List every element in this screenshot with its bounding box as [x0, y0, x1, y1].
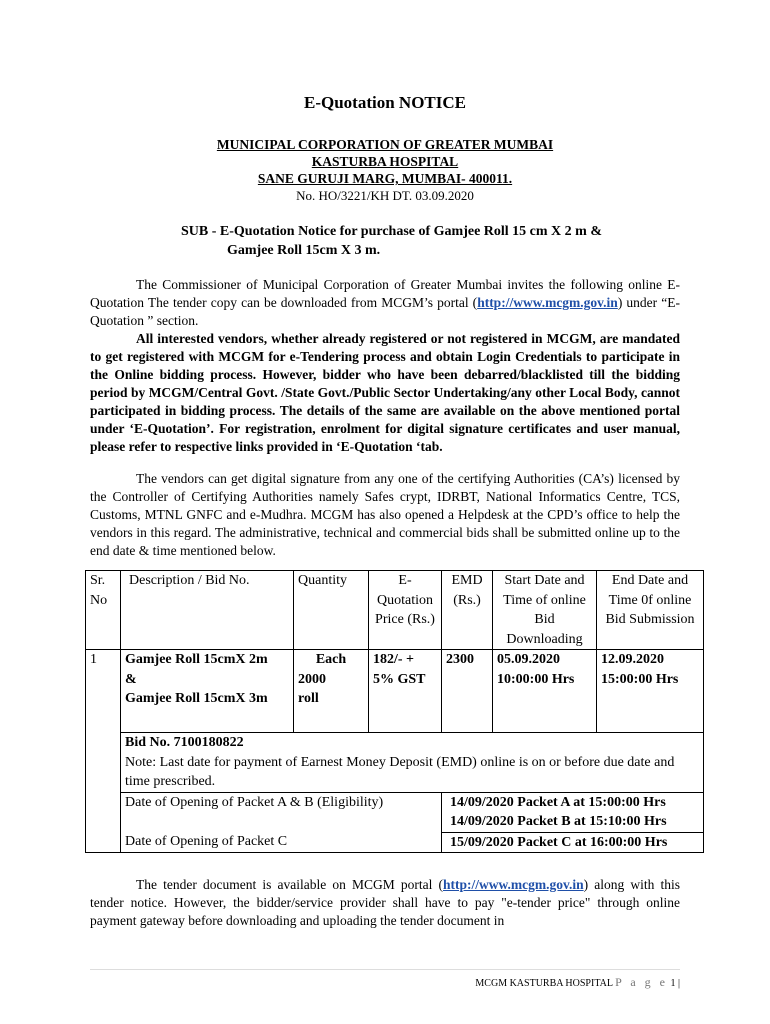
bid-table — [85, 570, 704, 853]
header-sr: Sr. No — [86, 571, 121, 650]
table-row — [86, 733, 704, 793]
registration-paragraph: All interested vendors, whether already registered or not registered in MCGM, are mandated to get registered with MCGM for e-Tendering process and obtain Login Credentials to participate in the Online bidding process. However, bidder who have been debarred/blacklisted till the bidding period by MCGM/Central Govt. /State Govt./Public Sector Undertaking/any other Local Body, cannot participated in bidding process. The details of the same are available on the above mentioned portal under ‘E-Quotation’. For registration, enrolment for digital signature certificates and user manual, please refer to respective links provided in ‘E-Quotation ‘tab. — [90, 331, 680, 454]
qty-line-1: Each — [315, 652, 347, 667]
table-row — [86, 650, 704, 733]
footer-page-number: 1 | — [670, 978, 680, 989]
start-time: 10:00:00 Hrs — [497, 671, 575, 687]
header-desc: Description / Bid No. — [121, 571, 294, 650]
end-date: 12.09.2020 — [601, 652, 664, 667]
emd-note: Note: Last date for payment of Earnest Money Deposit (EMD) online is on or before due date and time prescribed. — [125, 754, 675, 789]
reference-number: No. HO/3221/KH DT. 03.09.2020 — [296, 188, 474, 203]
footer-org: MCGM KASTURBA HOSPITAL — [475, 978, 613, 989]
org-name: MUNICIPAL CORPORATION OF GREATER MUMBAI — [216, 137, 554, 152]
intro-text-end: ) under “E-Quotation ” section. — [90, 295, 680, 328]
subject-line-1: SUB - E-Quotation Notice for purchase of Gamjee Roll 15 cm X 2 m & — [181, 224, 602, 239]
cell-desc — [121, 650, 294, 733]
cell-price — [369, 650, 442, 733]
table-row — [86, 832, 704, 853]
price-line-2: 5% GST — [373, 671, 426, 687]
hospital-address: SANE GURUJI MARG, MUMBAI- 400011. — [257, 171, 513, 186]
header-emd: EMD (Rs.) — [442, 571, 493, 650]
table-row — [86, 792, 704, 832]
portal-link-2[interactable]: http://www.mcgm.gov.in — [442, 877, 584, 892]
end-time: 15:00:00 Hrs — [601, 671, 679, 687]
closing-text: The tender document is available on MCGM portal ( — [136, 877, 443, 892]
page-footer — [475, 975, 680, 990]
intro-paragraph — [90, 276, 680, 330]
packet-ab-label: Date of Opening of Packet A & B (Eligibility) — [121, 792, 442, 832]
header-qty: Quantity — [294, 571, 369, 650]
cell-note — [121, 733, 704, 793]
footer-page-label: P a g e — [615, 975, 668, 989]
footer-divider — [90, 969, 680, 970]
cell-sr: 1 — [86, 650, 121, 853]
header-end: End Date and Time 0f online Bid Submission — [597, 571, 704, 650]
header-start: Start Date and Time of online Bid Downloading — [493, 571, 597, 650]
portal-link[interactable]: http://www.mcgm.gov.in — [477, 295, 618, 310]
closing-text-end: ) along with this tender notice. However, the bidder/service provider shall have to pay "e-tender price" through online payment gateway before downloading and uploading the tender document in — [90, 877, 680, 928]
cell-end — [597, 650, 704, 733]
subject-line-2: Gamjee Roll 15cm X 3 m. — [227, 243, 381, 258]
packet-c-date: 15/09/2020 Packet C at 16:00:00 Hrs — [442, 832, 704, 853]
cell-qty — [294, 650, 369, 733]
vendor-paragraph: The vendors can get digital signature from any one of the certifying Authorities (CA’s) licensed by the Controller of Certifying Authorities namely Safes crypt, IDRBT, National Informatics Centre, TCS, Customs, MTNL GNFC and e-Mudhra. MCGM has also opened a Helpdesk at the CPD’s office to help the vendors in this regard. The administrative, technical and commercial bids shall be submitted online up to the end date & time mentioned below. — [90, 471, 680, 558]
table-header-row — [86, 571, 704, 650]
packet-b-date: 14/09/2020 Packet B at 15:10:00 Hrs — [450, 814, 667, 829]
qty-line-3: roll — [298, 691, 319, 706]
intro-text: The Commissioner of Municipal Corporation of Greater Mumbai invites the following online E-Quotation The tender copy can be downloaded from MCGM’s portal ( — [90, 277, 680, 310]
subject — [181, 222, 661, 260]
cell-start — [493, 650, 597, 733]
desc-line-2: & — [125, 671, 137, 687]
hospital-name: KASTURBA HOSPITAL — [311, 154, 459, 169]
qty-line-2: 2000 — [298, 671, 326, 687]
notice-title: E-Quotation NOTICE — [304, 93, 466, 112]
packet-ab-dates — [442, 792, 704, 832]
header-price: E-Quotation Price (Rs.) — [369, 571, 442, 650]
start-date: 05.09.2020 — [497, 652, 560, 667]
packet-a-date: 14/09/2020 Packet A at 15:00:00 Hrs — [450, 794, 666, 810]
price-line-1: 182/- + — [373, 652, 415, 667]
desc-line-1: Gamjee Roll 15cmX 2m — [125, 652, 268, 667]
desc-line-3: Gamjee Roll 15cmX 3m — [125, 691, 268, 706]
closing-paragraph — [90, 876, 680, 930]
packet-c-label: Date of Opening of Packet C — [121, 832, 442, 853]
cell-emd: 2300 — [442, 650, 493, 733]
bid-number: Bid No. 7100180822 — [125, 735, 244, 750]
